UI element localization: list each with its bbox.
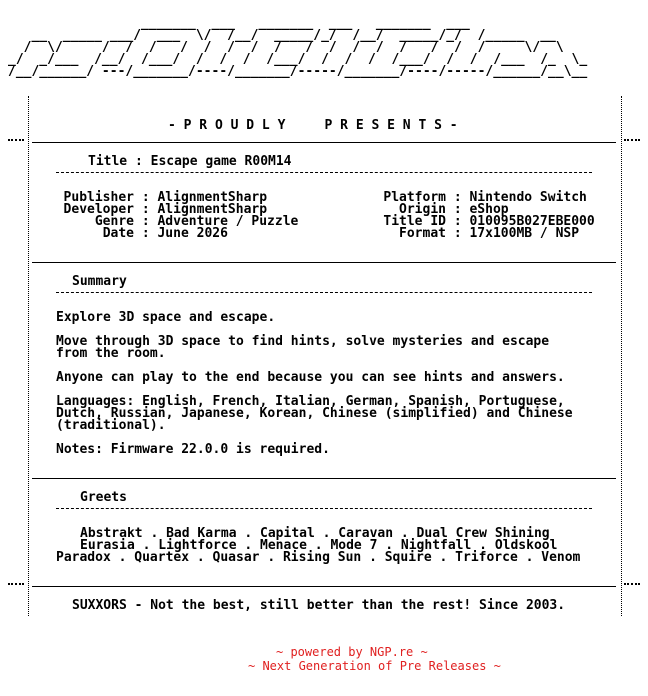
frame-tick-left-bottom [8, 583, 24, 585]
notes-line: Notes: Firmware 22.0.0 is required. [56, 442, 330, 457]
divider [32, 478, 616, 479]
divider [32, 586, 616, 587]
tagline: - P R O U D L Y P R E S E N T S - [168, 118, 458, 133]
divider [32, 262, 616, 263]
field-genre: Genre : Adventure / Puzzle [94, 214, 299, 229]
release-title: Title : Escape game R00M14 [88, 154, 292, 169]
summary-paragraph: Explore 3D space and escape. [56, 310, 276, 325]
frame-tick-right-top [624, 139, 640, 141]
summary-heading: Summary [72, 274, 127, 289]
ascii-logo: _______ ___ _______ ___ _______ ___ __ _____ ___/ ___ \/ /__/ _____/_/ /__/ _____/_/ /_____ __ / \/ / / / / / / / / / / / / / / / / \/ \ _/ _/___ /__/ /___/ / / / /___/ / / / /___/ / / /___ /_ \_ /__/______/ ---/_______/----/_______/-----/_______/----/-----/______/__\__ [8, 16, 588, 79]
field-platform: Platform : Nintendo Switch [383, 190, 587, 205]
greets-heading: Greets [80, 490, 127, 505]
languages-line: (traditional). [56, 418, 166, 433]
field-date: Date : June 2026 [102, 226, 228, 241]
summary-paragraph: from the room. [56, 346, 166, 361]
field-developer: Developer : AlignmentSharp [63, 202, 268, 217]
divider [32, 142, 616, 143]
greets-line: Abstrakt . Bad Karma . Capital . Caravan . Dual Crew Shining [80, 526, 550, 541]
languages-line: Languages: English, French, Italian, German, Spanish, Portuguese, [56, 394, 565, 409]
languages-line: Dutch, Russian, Japanese, Korean, Chinese (simplified) and Chinese [56, 406, 573, 421]
summary-underline [56, 292, 592, 293]
ngp-tagline: ~ Next Generation of Pre Releases ~ [248, 659, 501, 673]
field-origin: Origin : eShop [399, 202, 509, 217]
greets-line: Paradox . Quartex . Quasar . Rising Sun . Squire . Triforce . Venom [56, 550, 581, 565]
group-slogan: SUXXORS - Not the best, still better than the rest! Since 2003. [72, 598, 566, 613]
frame-tick-right-bottom [624, 583, 640, 585]
title-underline [56, 172, 592, 173]
frame-tick-left-top [8, 139, 24, 141]
powered-by-link[interactable]: ~ powered by NGP.re ~ [276, 645, 428, 659]
greets-underline [56, 508, 592, 509]
field-publisher: Publisher : AlignmentSharp [63, 190, 268, 205]
summary-paragraph: Move through 3D space to find hints, solve mysteries and escape [56, 334, 550, 349]
field-title-id: Title ID : 010095B027EBE000 [383, 214, 595, 229]
field-format: Format : 17x100MB / NSP [399, 226, 580, 241]
greets-line: Eurasia . Lightforce . Menace . Mode 7 . Nightfall . Oldskool [80, 538, 558, 553]
summary-paragraph: Anyone can play to the end because you can see hints and answers. [56, 370, 565, 385]
